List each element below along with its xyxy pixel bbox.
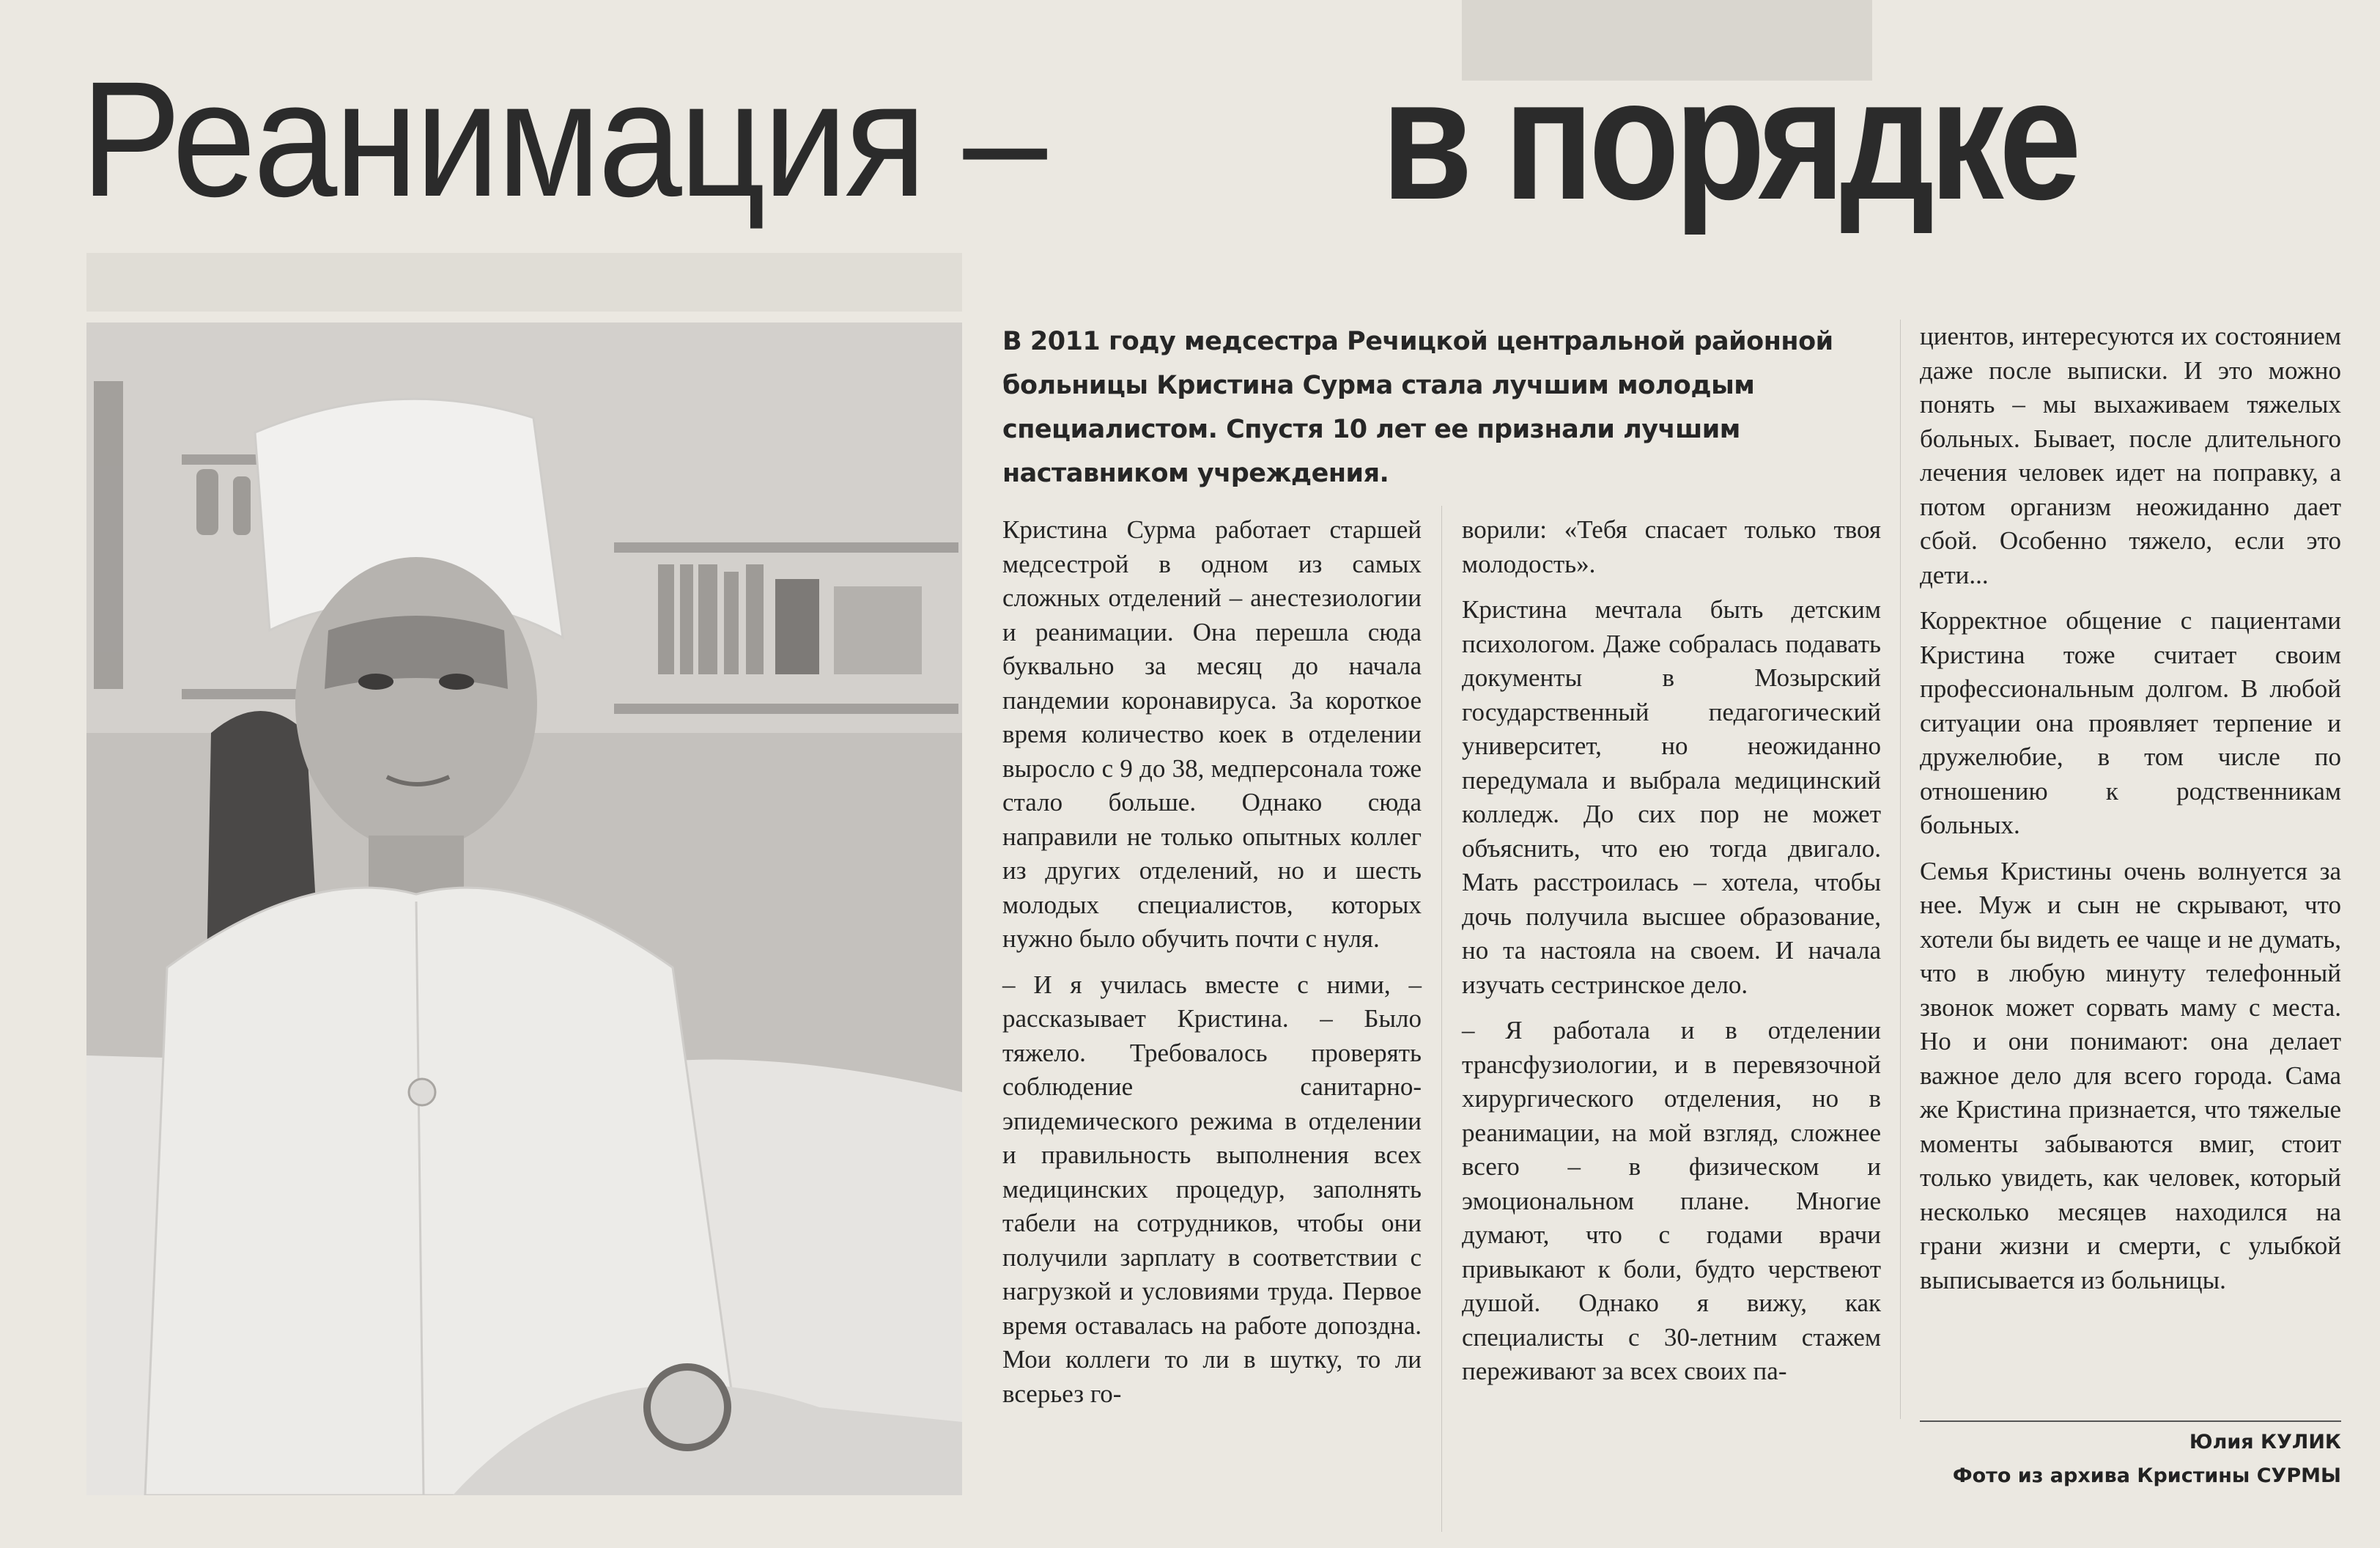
- paragraph: Корректное общение с пациентами Кристина тоже считает своим профессиональным долгом. В любой ситуации она проявляет терпение и дружелюбие, в том числе по отношению к родственникам больных.: [1920, 606, 2341, 839]
- text-column-3: [1920, 320, 2341, 1309]
- signature-rule: [1920, 1420, 2341, 1422]
- headline-bold: в порядке: [1381, 43, 2077, 236]
- headline: [81, 29, 2323, 249]
- headline-light: Реанимация –: [81, 48, 1045, 231]
- text-column-1: [1002, 513, 1422, 1423]
- paragraph: Кристина мечтала быть детским психологом. Даже собралась подавать документы в Мозырский государственный педагогический университет, но неожиданно передумала и выбрала медицинский колледж. До сих пор не может объяснить, что ею тогда двигало. Мать расстроилась – хотела, чтобы дочь получила высшее образование, но та настояла на своем. И начала изучать сестринское дело.: [1462, 595, 1881, 999]
- lede-paragraph: В 2011 году медсестра Речицкой центральной районной больницы Кристина Сурма стала лучшим молодым специалистом. Спустя 10 лет ее признали лучшим наставником учреждения.: [1002, 327, 1833, 488]
- column-rule: [1900, 320, 1901, 1419]
- paragraph: циентов, интересуются их состоянием даже после выписки. И это можно понять – мы выхаживаем тяжелых больных. Бывает, после длительного лечения человек идет на поправку, а потом организм неожиданно дает сбой. Особенно тяжело, если это дети...: [1920, 322, 2341, 589]
- column-rule: [1441, 506, 1442, 1532]
- portrait-photo: [86, 322, 962, 1495]
- author-byline: Юлия КУЛИК: [2189, 1431, 2341, 1453]
- paragraph: Семья Кристины очень волнуется за нее. Муж и сын не скрывают, что хотели бы видеть ее чаще и не думать, что в любую минуту телефонный звонок может сорвать маму с места. Но и они понимают: она делает важное дело для всего города. Сама же Кристина признается, что тяжелые моменты забываются вмиг, стоит только увидеть, как человек, который несколько месяцев находился на грани жизни и смерти, с улыбкой выписывается из больницы.: [1920, 856, 2341, 1294]
- paragraph: – И я училась вместе с ними, – рассказывает Кристина. – Было тяжело. Требовалось проверять соблюдение санитарно-эпидемического режима в отделении и правильность выполнения всех медицинских процедур, заполнять табели на сотрудников, чтобы они получили зарплату в соответствии с нагрузкой и условиями труда. Первое время оставалась на работе допоздна. Мои коллеги то ли в шутку, то ли всерьез го-: [1002, 970, 1422, 1408]
- text-column-2: [1462, 513, 1881, 1401]
- paragraph: – Я работала и в отделении трансфузиологии, и в перевязочной хирургического отделения, но в реанимации, на мой взгляд, сложнее всего – в физическом и эмоциональном плане. Многие думают, что с годами врачи привыкают к боли, будто черствеют душой. Однако я вижу, как специалисты с 30-летним стажем переживают за всех своих па-: [1462, 1016, 1881, 1385]
- photo-credit: Фото из архива Кристины СУРМЫ: [1952, 1464, 2341, 1487]
- portrait-illustration: [86, 322, 962, 1495]
- bleed-image-left: [86, 253, 962, 312]
- paragraph: ворили: «Тебя спасает только твоя молодость».: [1462, 515, 1881, 578]
- paragraph: Кристина Сурма работает старшей медсестрой в одном из самых сложных отделений – анестезиологии и реанимации. Она перешла сюда буквально за месяц до начала пандемии коронавируса. За короткое время количество коек в отделении выросло с 9 до 38, медперсонала тоже стало больше. Однако сюда направили не только опытных коллег из других отделений, но и шесть молодых специалистов, которых нужно было обучить почти с нуля.: [1002, 515, 1422, 953]
